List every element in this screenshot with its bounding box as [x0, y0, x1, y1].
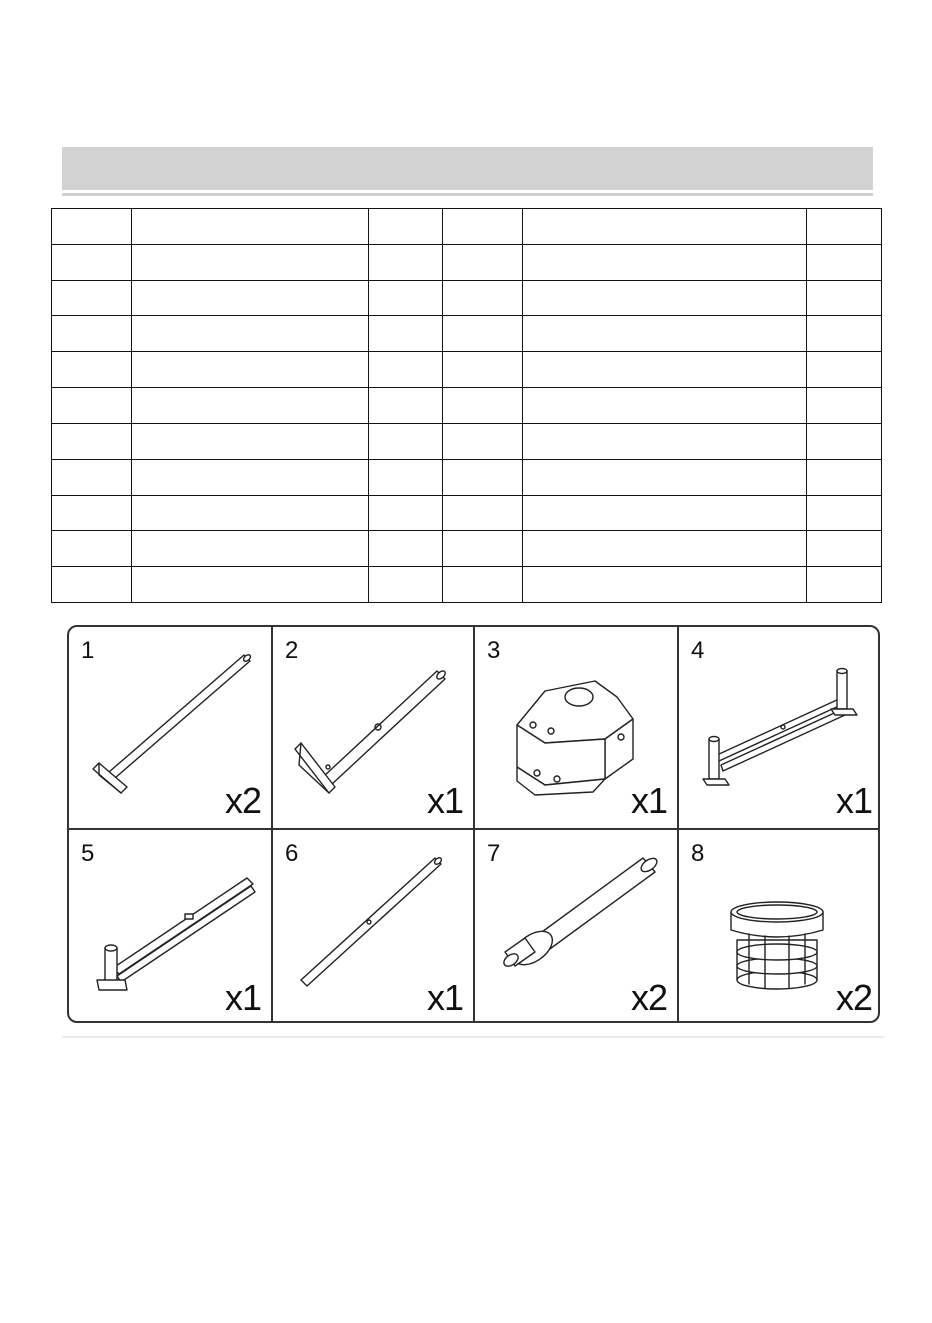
table-cell	[443, 352, 523, 388]
table-cell	[369, 316, 443, 352]
table-cell	[52, 352, 132, 388]
part-cell-2	[273, 627, 473, 828]
part-number: 1	[81, 637, 95, 664]
table-cell	[52, 531, 132, 567]
table-cell	[369, 459, 443, 495]
table-cell	[443, 495, 523, 531]
table-cell	[807, 388, 882, 424]
part-number: 6	[285, 840, 299, 867]
part-cell-5	[69, 830, 271, 1023]
table-cell	[132, 316, 369, 352]
table-row	[52, 209, 882, 245]
table-cell	[523, 244, 807, 280]
table-cell	[523, 352, 807, 388]
table-cell	[523, 209, 807, 245]
table-cell	[132, 209, 369, 245]
part-cell-8	[679, 830, 880, 1023]
part-quantity: x2	[224, 780, 261, 821]
table-row	[52, 423, 882, 459]
table-cell	[52, 388, 132, 424]
table-cell	[132, 280, 369, 316]
table-cell	[443, 280, 523, 316]
part-number: 3	[487, 637, 501, 664]
table-cell	[807, 280, 882, 316]
part-quantity: x1	[426, 780, 463, 821]
part-quantity: x1	[224, 977, 261, 1018]
part-quantity: x2	[630, 977, 667, 1018]
table-cell	[443, 423, 523, 459]
table-cell	[523, 388, 807, 424]
table-cell	[369, 495, 443, 531]
table-cell	[369, 244, 443, 280]
table-cell	[132, 423, 369, 459]
parts-diagram-panel	[67, 625, 880, 1023]
table-cell	[52, 280, 132, 316]
table-cell	[369, 388, 443, 424]
table-cell	[52, 209, 132, 245]
table-cell	[52, 423, 132, 459]
header-rule	[62, 193, 873, 196]
part-number: 7	[487, 840, 501, 867]
table-cell	[132, 459, 369, 495]
table-cell	[52, 567, 132, 603]
part-quantity: x2	[835, 977, 872, 1018]
section-header-bar	[62, 147, 873, 190]
table-cell	[52, 495, 132, 531]
part-number: 4	[691, 637, 705, 664]
part-cell-1	[69, 627, 271, 828]
table-cell	[523, 459, 807, 495]
table-cell	[132, 567, 369, 603]
table-cell	[369, 280, 443, 316]
table-cell	[443, 209, 523, 245]
table-cell	[443, 244, 523, 280]
part-quantity: x1	[835, 780, 872, 821]
table-cell	[369, 423, 443, 459]
table-cell	[132, 352, 369, 388]
table-cell	[52, 244, 132, 280]
part-cell-4	[679, 627, 880, 828]
table-row	[52, 567, 882, 603]
part-quantity: x1	[426, 977, 463, 1018]
table-cell	[443, 567, 523, 603]
table-cell	[443, 459, 523, 495]
table-cell	[807, 316, 882, 352]
table-row	[52, 531, 882, 567]
table-cell	[807, 244, 882, 280]
table-cell	[132, 388, 369, 424]
parts-list-table	[51, 208, 882, 603]
table-row	[52, 495, 882, 531]
table-cell	[523, 495, 807, 531]
part-cell-7	[475, 830, 677, 1023]
table-cell	[523, 280, 807, 316]
table-row	[52, 244, 882, 280]
table-row	[52, 459, 882, 495]
table-row	[52, 316, 882, 352]
table-cell	[807, 567, 882, 603]
part-number: 2	[285, 637, 299, 664]
table-cell	[443, 316, 523, 352]
table-cell	[52, 459, 132, 495]
part-number: 8	[691, 840, 705, 867]
table-cell	[523, 316, 807, 352]
table-cell	[369, 209, 443, 245]
part-quantity: x1	[630, 780, 667, 821]
table-cell	[443, 388, 523, 424]
table-cell	[132, 495, 369, 531]
table-cell	[52, 316, 132, 352]
table-cell	[523, 531, 807, 567]
table-row	[52, 352, 882, 388]
table-cell	[132, 531, 369, 567]
table-cell	[807, 531, 882, 567]
part-cell-6	[273, 830, 473, 1023]
table-cell	[369, 567, 443, 603]
part-cell-3	[475, 627, 677, 828]
table-cell	[807, 209, 882, 245]
table-cell	[807, 423, 882, 459]
table-cell	[807, 352, 882, 388]
part-number: 5	[81, 840, 95, 867]
table-cell	[523, 567, 807, 603]
table-cell	[369, 531, 443, 567]
table-row	[52, 388, 882, 424]
table-cell	[369, 352, 443, 388]
table-cell	[807, 495, 882, 531]
table-cell	[132, 244, 369, 280]
table-cell	[807, 459, 882, 495]
bottom-rule	[62, 1036, 885, 1038]
table-cell	[523, 423, 807, 459]
table-row	[52, 280, 882, 316]
table-cell	[443, 531, 523, 567]
